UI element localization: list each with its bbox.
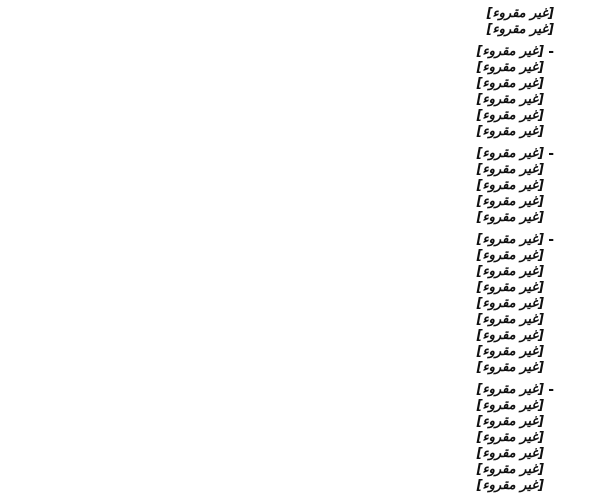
document-page [36, 6, 554, 493]
paragraph-bullet-2 [36, 146, 554, 226]
paragraph-bullet-3 [36, 232, 554, 376]
text-line: [غير مقروء] [476, 264, 544, 279]
text-line: [غير مقروء] [476, 446, 544, 461]
text-line: [غير مقروء] [476, 296, 544, 311]
text-line: [غير مقروء] [476, 178, 544, 193]
text-line: - [غير مقروء] [476, 382, 544, 397]
paragraph-bullet-4 [36, 382, 554, 494]
text-line: [غير مقروء] [476, 108, 544, 123]
text-line: [غير مقروء] [476, 478, 544, 493]
text-line: [غير مقروء] [476, 312, 544, 327]
text-line: - [غير مقروء] [476, 146, 544, 161]
text-line: [غير مقروء] [476, 76, 544, 91]
text-line: [غير مقروء] [476, 162, 544, 177]
text-line: [غير مقروء] [476, 398, 544, 413]
text-line: [غير مقروء] [486, 6, 554, 21]
text-line: [غير مقروء] [476, 124, 544, 139]
text-line: [غير مقروء] [476, 462, 544, 477]
paragraph-bullet-1 [36, 44, 554, 140]
text-line: [غير مقروء] [476, 360, 544, 375]
text-line: [غير مقروء] [486, 22, 554, 37]
text-line: [غير مقروء] [476, 344, 544, 359]
text-line: - [غير مقروء] [476, 232, 544, 247]
text-line: - [غير مقروء] [476, 44, 544, 59]
text-line: [غير مقروء] [476, 60, 544, 75]
text-line: [غير مقروء] [476, 210, 544, 225]
text-line: [غير مقروء] [476, 194, 544, 209]
text-line: [غير مقروء] [476, 280, 544, 295]
text-line: [غير مقروء] [476, 92, 544, 107]
text-line: [غير مقروء] [476, 328, 544, 343]
text-line: [غير مقروء] [476, 248, 544, 263]
paragraph-intro [36, 6, 554, 38]
text-line: [غير مقروء] [476, 430, 544, 445]
text-line: [غير مقروء] [476, 414, 544, 429]
